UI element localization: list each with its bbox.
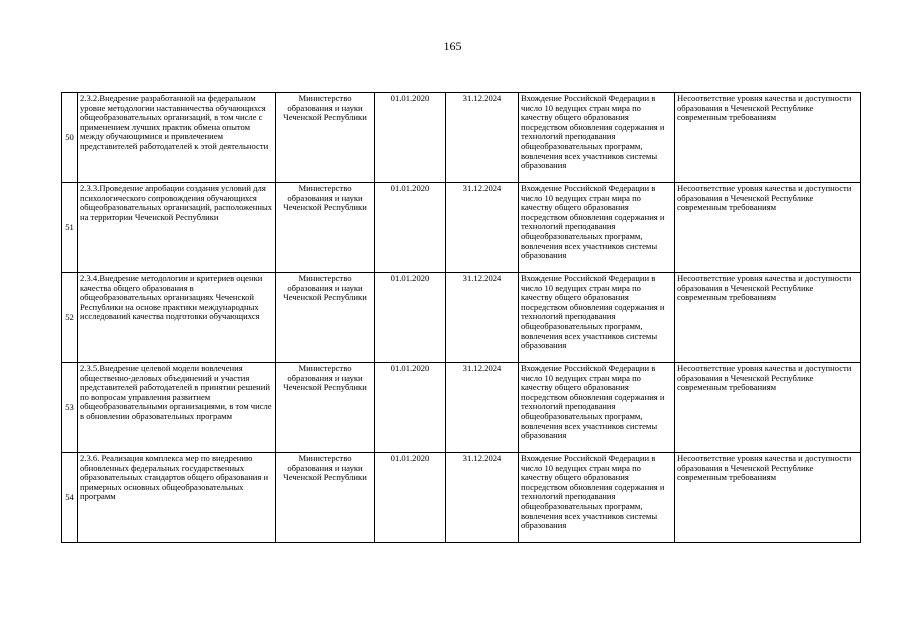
executor-cell: Министерство образования и науки Чеченской Республики [276, 273, 375, 363]
start-date-cell: 01.01.2020 [375, 183, 446, 273]
table-row [62, 273, 861, 363]
row-number: 52 [62, 273, 78, 363]
end-date-cell: 31.12.2024 [446, 453, 519, 543]
start-date-cell: 01.01.2020 [375, 273, 446, 363]
start-date-cell: 01.01.2020 [375, 363, 446, 453]
result-cell: Вхождение Российской Федерации в число 10 ведущих стран мира по качеству общего образования посредством обновления содержания и технологий преподавания общеобразовательных программ, вовлечения всех участников системы образования [519, 453, 675, 543]
end-date-cell: 31.12.2024 [446, 183, 519, 273]
executor-cell: Министерство образования и науки Чеченской Республики [276, 453, 375, 543]
executor-cell: Министерство образования и науки Чеченской Республики [276, 93, 375, 183]
result-cell: Вхождение Российской Федерации в число 10 ведущих стран мира по качеству общего образования посредством обновления содержания и технологий преподавания общеобразовательных программ, вовлечения всех участников системы образования [519, 183, 675, 273]
consequence-cell: Несоответствие уровня качества и доступности образования в Чеченской Республике современным требованиям [675, 453, 861, 543]
row-number: 54 [62, 453, 78, 543]
end-date-cell: 31.12.2024 [446, 93, 519, 183]
start-date-cell: 01.01.2020 [375, 453, 446, 543]
activities-table [61, 92, 861, 543]
consequence-cell: Несоответствие уровня качества и доступности образования в Чеченской Республике современным требованиям [675, 273, 861, 363]
event-cell: 2.3.4.Внедрение методологии и критериев оценки качества общего образования в общеобразовательных организациях Чеченской Республики на основе практики международных исследований качества подготовки обучающихся [78, 273, 276, 363]
event-cell: 2.3.6. Реализация комплекса мер по внедрению обновленных федеральных государственных образовательных стандартов общего образования и примерных основных общеобразовательных программ [78, 453, 276, 543]
page-number: 165 [443, 39, 462, 53]
consequence-cell: Несоответствие уровня качества и доступности образования в Чеченской Республике современным требованиям [675, 183, 861, 273]
row-number: 53 [62, 363, 78, 453]
table-row [62, 93, 861, 183]
table-row [62, 453, 861, 543]
table-row [62, 183, 861, 273]
event-cell: 2.3.5.Внедрение целевой модели вовлечения общественно-деловых объединений и участия представителей работодателей в принятии решений по вопросам управления развитием общеобразовательными организациями, в том числе в обновлении образовательных программ [78, 363, 276, 453]
result-cell: Вхождение Российской Федерации в число 10 ведущих стран мира по качеству общего образования посредством обновления содержания и технологий преподавания общеобразовательных программ, вовлечения всех участников системы образования [519, 93, 675, 183]
result-cell: Вхождение Российской Федерации в число 10 ведущих стран мира по качеству общего образования посредством обновления содержания и технологий преподавания общеобразовательных программ, вовлечения всех участников системы образования [519, 363, 675, 453]
end-date-cell: 31.12.2024 [446, 363, 519, 453]
consequence-cell: Несоответствие уровня качества и доступности образования в Чеченской Республике современным требованиям [675, 363, 861, 453]
row-number: 50 [62, 93, 78, 183]
row-number: 51 [62, 183, 78, 273]
executor-cell: Министерство образования и науки Чеченской Республики [276, 183, 375, 273]
event-cell: 2.3.3.Проведение апробации создания условий для психологического сопровождения обучающихся общеобразовательных организаций, расположенных на территории Чеченской Республики [78, 183, 276, 273]
executor-cell: Министерство образования и науки Чеченской Республики [276, 363, 375, 453]
event-cell: 2.3.2.Внедрение разработанной на федеральном уровне методологии наставничества обучающихся общеобразовательных организаций, в том числе с применением лучших практик обмена опытом между обучающимися и привлечением представителей работодателей к этой деятельности [78, 93, 276, 183]
start-date-cell: 01.01.2020 [375, 93, 446, 183]
result-cell: Вхождение Российской Федерации в число 10 ведущих стран мира по качеству общего образования посредством обновления содержания и технологий преподавания общеобразовательных программ, вовлечения всех участников системы образования [519, 273, 675, 363]
end-date-cell: 31.12.2024 [446, 273, 519, 363]
consequence-cell: Несоответствие уровня качества и доступности образования в Чеченской Республике современным требованиям [675, 93, 861, 183]
table-row [62, 363, 861, 453]
